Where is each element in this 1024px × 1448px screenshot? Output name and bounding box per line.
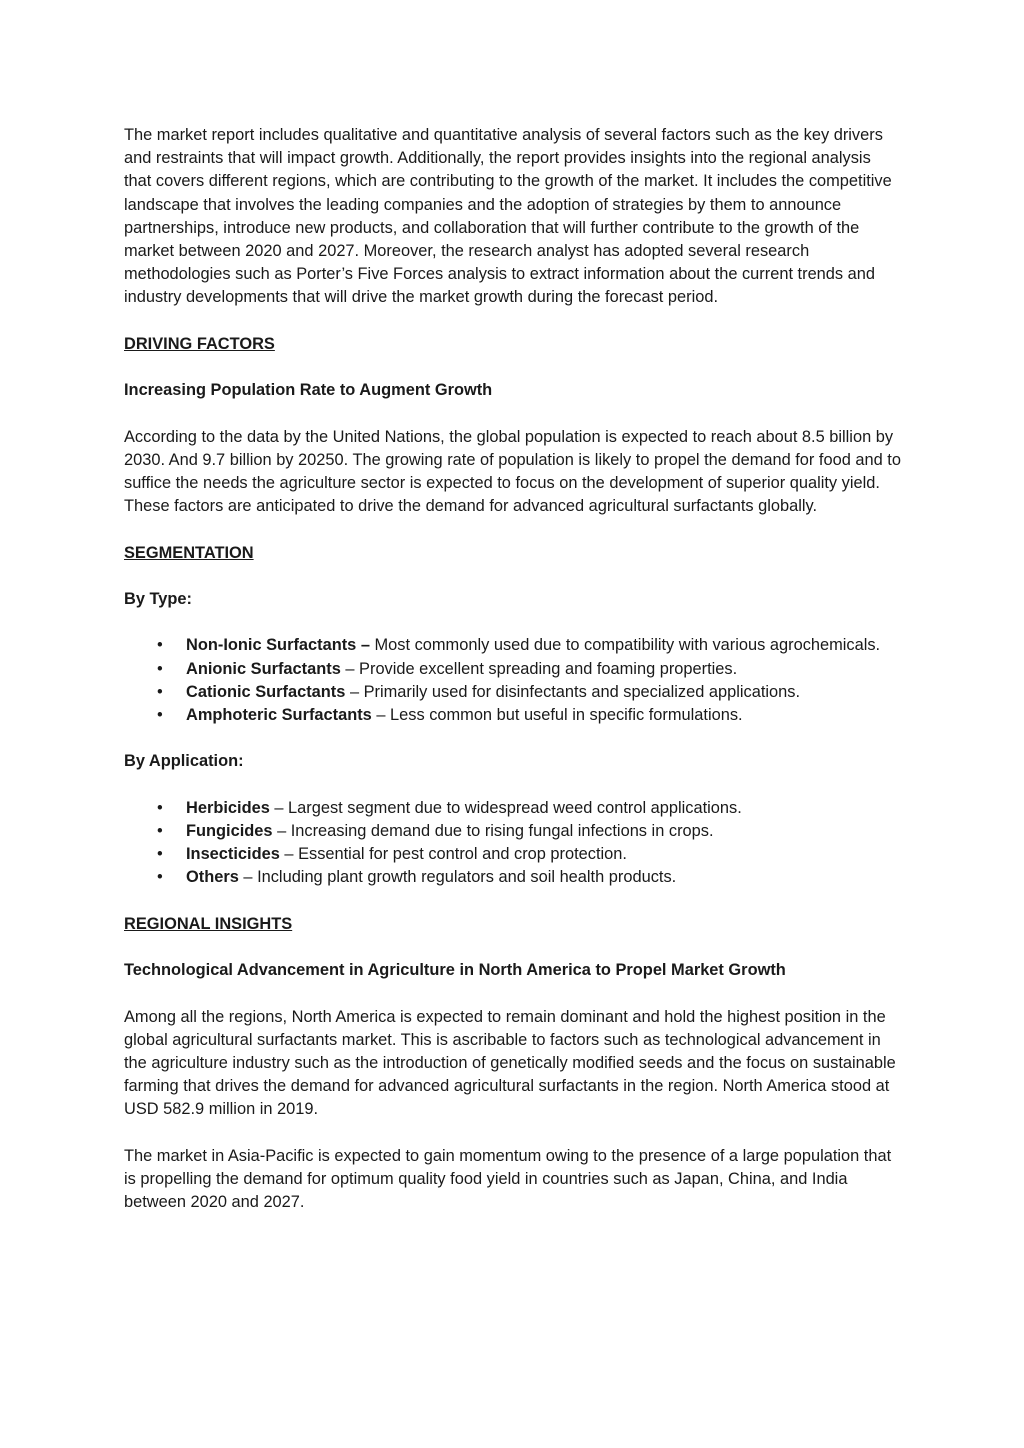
list-item-desc: – Primarily used for disinfectants and specialized applications.: [345, 682, 801, 701]
driving-factors-paragraph: According to the data by the United Nations, the global population is expected to reach about 8.5 billion by 2030. And 9.7 billion by 20250. The growing rate of population is likely to propel the demand for food and to suffice the needs the agriculture sector is expected to focus on the development of superior quality yield. These factors are anticipated to drive the demand for advanced agricultural surfactants globally.: [124, 427, 901, 516]
regional-paragraph-asia-pacific: The market in Asia-Pacific is expected to gain momentum owing to the presence of a large population that is propelling the demand for optimum quality food yield in countries such as Japan, China, and India between 2020 and 2027.: [124, 1146, 892, 1212]
by-application-list: [124, 797, 902, 890]
list-item-desc: Most commonly used due to compatibility with various agrochemicals.: [369, 636, 881, 655]
intro-paragraph: The market report includes qualitative and quantitative analysis of several factors such as the key drivers and restraints that will impact growth. Additionally, the report provides insights into the regional analysis that covers different regions, which are contributing to the growth of the market. It includes the competitive landscape that involves the leading companies and the adoption of strategies by them to announce partnerships, introduce new products, and collaboration that will further contribute to the growth of the market between 2020 and 2027. Moreover, the research analyst has adopted several research methodologies such as Porter’s Five Forces analysis to extract information about the current trends and industry developments that will drive the market growth during the forecast period.: [124, 126, 892, 307]
list-item: [157, 843, 902, 866]
bullet-icon: •: [157, 705, 163, 724]
driving-factors-subheading: Increasing Population Rate to Augment Growth: [124, 381, 493, 400]
bullet-icon: •: [157, 636, 163, 655]
list-item-desc: – Including plant growth regulators and soil health products.: [238, 868, 677, 887]
list-item-term: Herbicides: [186, 798, 270, 817]
list-item: [157, 681, 902, 704]
list-item-desc: – Provide excellent spreading and foaming properties.: [340, 659, 738, 678]
regional-insights-subheading: Technological Advancement in Agriculture in North America to Propel Market Growth: [124, 961, 786, 980]
document-page: [124, 124, 902, 1238]
list-item-term: Non-Ionic Surfactants –: [186, 636, 370, 655]
bullet-icon: •: [157, 845, 163, 864]
bullet-icon: •: [157, 682, 163, 701]
list-item-term: Others: [186, 868, 239, 887]
list-item: [157, 704, 902, 727]
bullet-icon: •: [157, 798, 163, 817]
segmentation-heading: SEGMENTATION: [124, 543, 254, 562]
regional-paragraph-north-america: Among all the regions, North America is expected to remain dominant and hold the highest position in the global agricultural surfactants market. This is ascribable to factors such as technological advancement in the agriculture industry such as the introduction of genetically modified seeds and the focus on sustainable farming that drives the demand for advanced agricultural surfactants in the region. North America stood at USD 582.9 million in 2019.: [124, 1007, 896, 1119]
list-item-term: Cationic Surfactants: [186, 682, 346, 701]
list-item-desc: – Increasing demand due to rising fungal infections in crops.: [272, 821, 714, 840]
by-type-label: By Type:: [124, 589, 193, 608]
list-item-term: Amphoteric Surfactants: [186, 705, 372, 724]
regional-insights-heading: REGIONAL INSIGHTS: [124, 914, 293, 933]
list-item-term: Fungicides: [186, 821, 273, 840]
list-item: [157, 866, 902, 889]
list-item-desc: – Essential for pest control and crop protection.: [279, 845, 627, 864]
by-application-label: By Application:: [124, 752, 244, 771]
list-item: [157, 658, 902, 681]
list-item-term: Anionic Surfactants: [186, 659, 341, 678]
bullet-icon: •: [157, 659, 163, 678]
list-item-desc: – Less common but useful in specific formulations.: [371, 705, 743, 724]
list-item-term: Insecticides: [186, 845, 280, 864]
bullet-icon: •: [157, 868, 163, 887]
bullet-icon: •: [157, 821, 163, 840]
list-item: [157, 820, 902, 843]
list-item: [157, 634, 902, 657]
by-type-list: [124, 634, 902, 727]
driving-factors-heading: DRIVING FACTORS: [124, 334, 275, 353]
list-item-desc: – Largest segment due to widespread weed control applications.: [269, 798, 742, 817]
list-item: [157, 797, 902, 820]
